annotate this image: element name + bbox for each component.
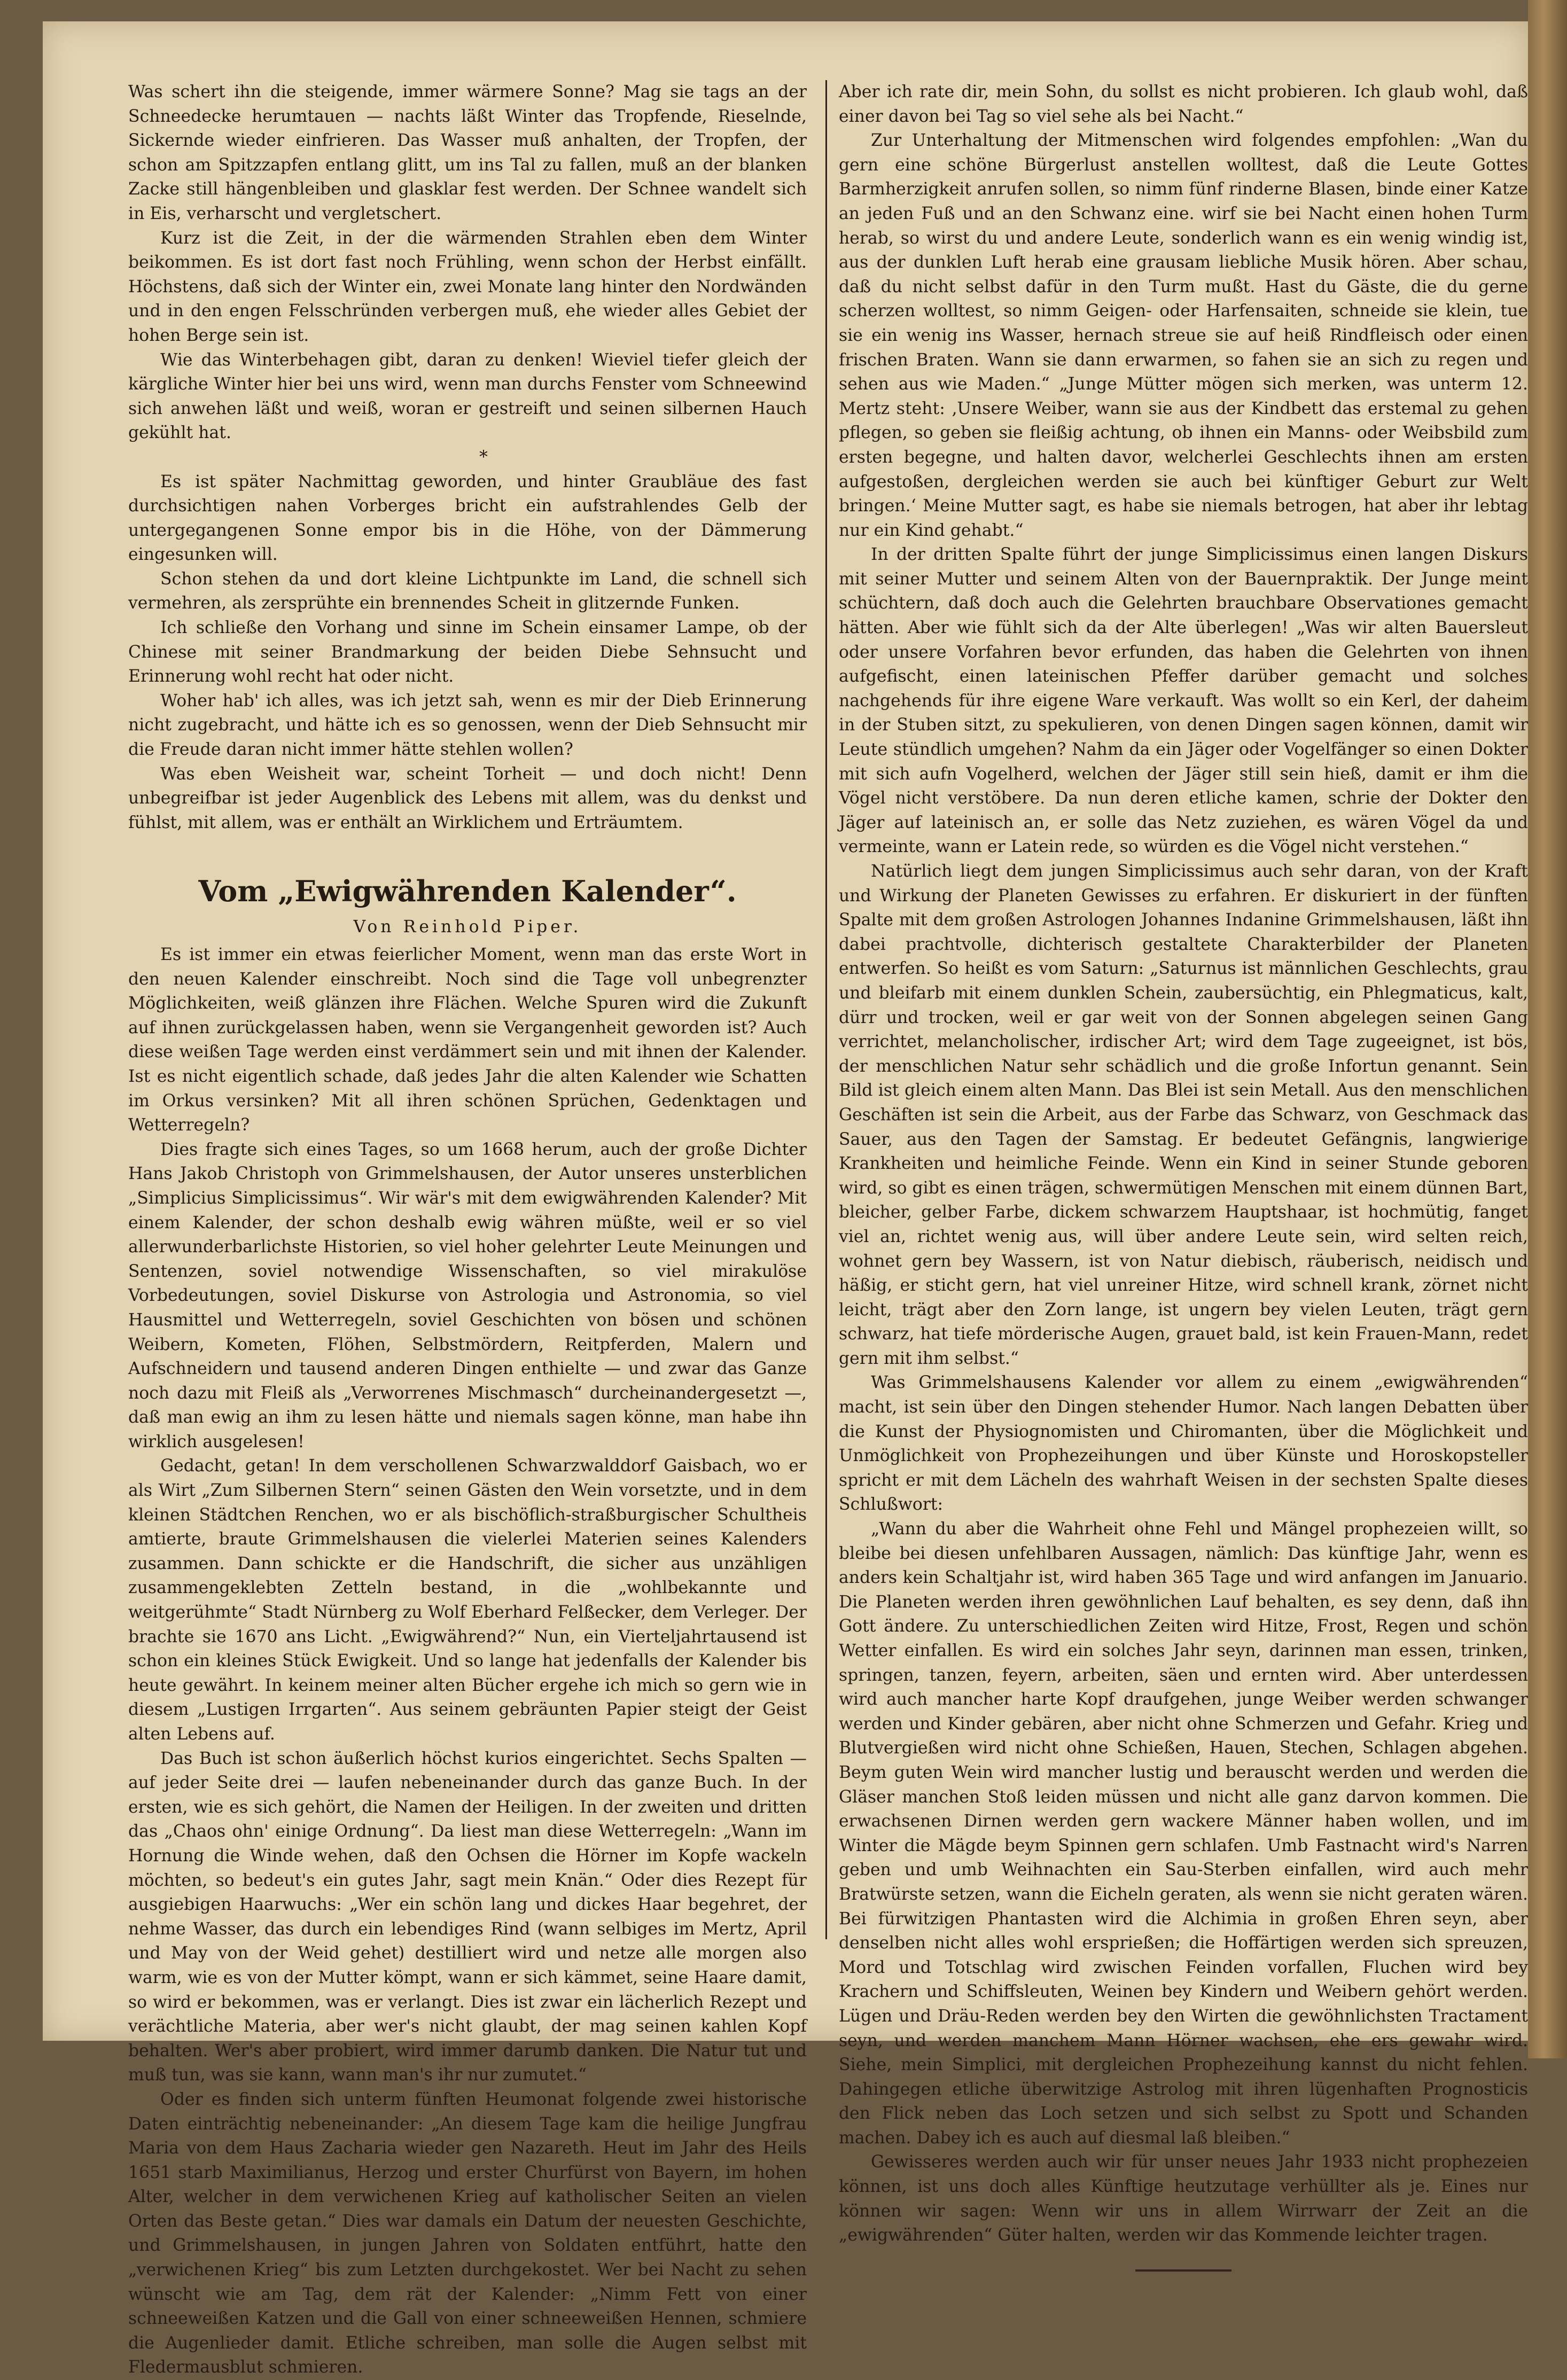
paragraph: Was schert ihn die steigende, immer wärmere Sonne? Mag sie tags an der Schneedecke herumtauen — nachts läßt Winter das Tropfende, Rieselnde, Sickernde wieder einfrieren. Das Wasser muß anhalten, der Tropfen, der schon am Spitzzapfen entlang glitt, um ins Tal zu fallen, muß an der blanken Zacke still hängenbleiben und glasklar fest werden. Der Schnee wandelt sich in Eis, verharscht und vergletschert. [128, 82, 807, 223]
paragraph: Kurz ist die Zeit, in der die wärmenden Strahlen eben dem Winter beikommen. Es ist dort fast noch Frühling, wenn schon der Herbst einfällt. Höchstens, daß sich der Winter ein, zwei Monate lang hinter den Nordwänden und in den engen Felsschründen verbergen muß, ehe wieder alles Gebiet der hohen Berge sein ist. [128, 228, 807, 345]
left-column [128, 80, 807, 2380]
paragraph: Woher hab' ich alles, was ich jetzt sah, wenn es mir der Dieb Erinnerung nicht zugebracht, und hätte ich es so genossen, wenn der Dieb Sehnsucht mir die Freude daran nicht immer hätte stehlen wollen? [128, 691, 807, 760]
paragraph: Schon stehen da und dort kleine Lichtpunkte im Land, die schnell sich vermehren, als zersprühte ein brennendes Scheit in glitzernde Funken. [128, 569, 807, 613]
paragraph: „Wann du aber die Wahrheit ohne Fehl und Mängel prophezeien willt, so bleibe bei diesen unfehlbaren Aussagen, nämlich: Das künftige Jahr, wenn es anders kein Schaltjahr ist, wird haben 365 Tage und wird anfangen im Januario. Die Planeten werden ihren gewöhnlichen Lauf behalten, es sey denn, daß ihn Gott ändere. Zu unterschiedlichen Zeiten wird Hitze, Frost, Regen und schön Wetter einfallen. Es wird ein solches Jahr seyn, darinnen man essen, trinken, springen, tanzen, feyern, arbeiten, säen und ernten wird. Aber unterdessen wird auch mancher harte Kopf draufgehen, junge Weiber werden schwanger werden und Kinder gebären, aber nicht ohne Schmerzen und Gefahr. Krieg und Blutvergießen wird nicht ohne Schießen, Hauen, Stechen, Schlagen abgehen. Beym guten Wein wird mancher lustig und berauscht werden und werden die Gläser manchen Stoß leiden müssen und nicht alle ganz darvon kommen. Die erwachsenen Dirnen werden gern wackere Männer haben wollen, und im Winter die Mägde beym Spinnen gern schlafen. Umb Fastnacht wird's Narren geben und umb Weihnachten ein Sau-Sterben einfallen, wird auch mehr Bratwürste setzen, wann die Eicheln geraten, als wenn sie nicht geraten wären. Bei fürwitzigen Phantasten wird die Alchimia in großen Ehren seyn, aber denselben nicht alles wohl ersprießen; die Hoffärtigen werden sich spreuzen, Mord und Totschlag wird zwischen Feinden vorfallen, Fluchen wird bey Krachern und Schiffsleuten, Weinen bey Kindern und Weibern gehört werden. Lügen und Dräu-Reden werden bey den Wirten die gewöhnlichsten Tractament seyn, und werden manchem Mann Hörner wachsen, ehe ers gewahr wird. Siehe, mein Simplici, mit dergleichen Prophezeihung kannst du nicht fehlen. Dahingegen etliche überwitzige Astrolog mit ihren lügenhaften Prognosticis den Flick neben das Loch setzen und sich selbst zu Spott und Schanden machen. Dabey ich es auch auf diesmal laß bleiben.“ [839, 1519, 1528, 2148]
article-byline: Von Reinhold Piper. [353, 917, 582, 937]
paragraph: Was Grimmelshausens Kalender vor allem zu einem „ewigwährenden“ macht, ist sein über den Dingen stehender Humor. Nach langen Debatten über die Kunst der Physiognomisten und Chiromanten, über die Möglichkeit und Unmöglichkeit von Prophezeihungen und über Künste und Horoskopsteller spricht er mit dem Lächeln des wahrhaft Weisen in der sechsten Spalte dieses Schlußwort: [839, 1373, 1528, 1515]
right-column [839, 80, 1528, 2272]
paragraph: Gedacht, getan! In dem verschollenen Schwarzwalddorf Gaisbach, wo er als Wirt „Zum Silbernen Stern“ seinen Gästen den Wein vorsetzte, und in dem kleinen Städtchen Renchen, wo er als bischöflich-straßburgischer Schultheis amtierte, braute Grimmelshausen die vielerlei Materien seines Kalenders zusammen. Dann schickte er die Handschrift, die sicher aus unzähligen zusammengeklebten Zetteln bestand, in die „wohlbekannte und weitgerühmte“ Stadt Nürnberg zu Wolf Eberhard Felßecker, dem Verleger. Der brachte sie 1670 ans Licht. „Ewigwährend?“ Nun, ein Vierteljahrtausend ist schon ein kleines Stück Ewigkeit. Und so lange hat jedenfalls der Kalender bis heute gewährt. In keinem meiner alten Bücher ergehe ich mich so gern wie in diesem „Lustigen Irrgarten“. Aus seinem gebräunten Papier steigt der Geist alten Lebens auf. [128, 1456, 807, 1744]
paragraph: In der dritten Spalte führt der junge Simplicissimus einen langen Diskurs mit seiner Mutter und seinem Alten von der Bauernpraktik. Der Junge meint schüchtern, daß doch auch die Gelehrten brauchbare Observationes gemacht hätten. Aber wie fühlt sich da der Alte überlegen! „Was wir alten Bauersleut oder unsere Vorfahren bevor erfunden, das haben die Gelehrten von ihnen aufgefischt, einen lateinischen Pfeffer darüber gemacht und solches nachgehends für ihre eigene Ware verkauft. Was wollt so ein Kerl, der daheim in der Stuben sitzt, zu spekulieren, von denen Dingen sagen können, damit wir Leute stündlich umgehen? Nahm da ein Jäger oder Vogelfänger so einen Dokter mit sich aufn Vogelherd, welchen der Jäger still sein hieß, damit er ihm die Vögel nicht verstöbere. Da nun deren etliche kamen, schrie der Dokter den Jäger auf lateinisch an, er solle das Netz zuziehen, es wären Vögel da und vermeinte, wann er Latein rede, so würden es die Vögel nicht verstehen.“ [839, 545, 1528, 857]
paragraph: Aber ich rate dir, mein Sohn, du sollst es nicht probieren. Ich glaub wohl, daß einer davon bei Tag so viel sehe als bei Nacht.“ [839, 82, 1528, 126]
paragraph: Oder es finden sich unterm fünften Heumonat folgende zwei historische Daten einträchtig nebeneinander: „An diesem Tage kam die heilige Jungfrau Maria von dem Haus Zacharia wieder gen Nazareth. Heut im Jahr des Heils 1651 starb Maximilianus, Herzog und erster Churfürst von Bayern, im hohen Alter, welcher in dem verwichenen Krieg auf katholischer Seiten an vielen Orten das Beste getan.“ Dies war damals ein Datum der neuesten Geschichte, und Grimmelshausen, in jungen Jahren von Soldaten entführt, hatte den „verwichenen Krieg“ bis zum Letzten durchgekostet. Wer bei Nacht zu sehen wünscht wie am Tag, dem rät der Kalender: „Nimm Fett von einer schneeweißen Katzen und die Gall von einer schneeweißen Hennen, schmiere die Augenlieder damit. Etliche schreiben, man solle die Augen selbst mit Fledermausblut schmieren. [128, 2089, 807, 2377]
paragraph: Wie das Winterbehagen gibt, daran zu denken! Wieviel tiefer gleich der kärgliche Winter hier bei uns wird, wenn man durchs Fenster vom Schneewind sich anwehen läßt und weiß, woran er gestreift und seinen silbernen Hauch gekühlt hat. [128, 350, 807, 443]
article-end-rule [1135, 2269, 1231, 2272]
paragraph: Dies fragte sich eines Tages, so um 1668 herum, auch der große Dichter Hans Jakob Christoph von Grimmelshausen, der Autor unseres unsterblichen „Simplicius Simplicissimus“. Wir wär's mit dem ewigwährenden Kalender? Mit einem Kalender, der schon deshalb ewig währen müßte, weil er so viel allerwunderbarlichste Historien, so viel hoher gelehrter Leute Meinungen und Sentenzen, soviel notwendige Wissenschaften, so viel mirakulöse Vorbedeutungen, soviel Diskurse von Astrologia und Astronomia, so viel Hausmittel und Wetterregeln, soviel Geschichten von bösen und schönen Weibern, Kometen, Flöhen, Selbstmördern, Reitpferden, Malern und Aufschneidern und tausend anderen Dingen enthielte — und zwar das Ganze noch dazu mit Fleiß als „Verworrenes Mischmasch“ durcheinandergesetzt —, daß man ewig an ihm zu lesen hätte und niemals sagen könne, man habe ihn wirklich ausgelesen! [128, 1140, 807, 1452]
paragraph: Ich schließe den Vorhang und sinne im Schein einsamer Lampe, ob der Chinese mit seiner Brandmarkung der beiden Diebe Sehnsucht und Erinnerung wohl recht hat oder nicht. [128, 618, 807, 686]
book-binding-edge [1528, 0, 1567, 2058]
section-divider-asterisk: * [479, 447, 488, 467]
paragraph: Gewisseres werden auch wir für unser neues Jahr 1933 nicht prophezeien können, ist uns doch alles Künftige heutzutage verhüllter als je. Eines nur können wir sagen: Wenn wir uns in allem Wirrwarr der Zeit an die „ewigwährenden“ Güter halten, werden wir das Kommende leichter tragen. [839, 2152, 1528, 2245]
article-headline: Vom „Ewigwährenden Kalender“. [198, 874, 737, 909]
paragraph: Es ist später Nachmittag geworden, und hinter Graubläue des fast durchsichtigen nahen Vorberges bricht ein aufstrahlendes Gelb der untergegangenen Sonne empor bis in die Höhe, von der Dämmerung eingesunken will. [128, 472, 807, 565]
paragraph: Es ist immer ein etwas feierlicher Moment, wenn man das erste Wort in den neuen Kalender einschreibt. Noch sind die Tage voll unbegrenzter Möglichkeiten, weiß glänzen ihre Flächen. Welche Spuren wird die Zukunft auf ihnen zurückgelassen haben, wenn sie Vergangenheit geworden ist? Auch diese weißen Tage werden einst verdämmert sein und mit ihnen der Kalender. Ist es nicht eigentlich schade, daß jedes Jahr die alten Kalender wie Schatten im Orkus versinken? Mit all ihren schönen Sprüchen, Gedenktagen und Wetterregeln? [128, 945, 807, 1135]
paragraph: Das Buch ist schon äußerlich höchst kurios eingerichtet. Sechs Spalten — auf jeder Seite drei — laufen nebeneinander durch das ganze Buch. In der ersten, wie es sich gehört, die Namen der Heiligen. In der zweiten und dritten das „Chaos ohn' einige Ordnung“. Da liest man diese Wetterregeln: „Wann im Hornung die Winde wehen, daß den Ochsen die Hörner im Kopfe wackeln möchten, so bedeut's ein gutes Jahr, sagt mein Knän.“ Oder dies Rezept für ausgiebigen Haarwuchs: „Wer ein schön lang und dickes Haar begehret, der nehme Wasser, das durch ein lebendiges Rind (wann selbiges im Mertz, April und May von der Weid gehet) destilliert wird und netze alle morgen also warm, wie es von der Mutter kömpt, wann er sich kämmet, seine Haare damit, so wird er bekommen, was er verlangt. Dies ist zwar ein lächerlich Rezept und verächtliche Materia, aber wer's nicht glaubt, der mag seinen kahlen Kopf behalten. Wer's aber probiert, wird immer darumb danken. Die Natur tut und muß tun, was sie kann, wann man's ihr nur zumutet.“ [128, 1749, 807, 2085]
paragraph: Was eben Weisheit war, scheint Torheit — und doch nicht! Denn unbegreifbar ist jeder Augenblick des Lebens mit allem, was du denkst und fühlst, mit allem, was er enthält an Wirklichem und Erträumtem. [128, 764, 807, 832]
paragraph: Natürlich liegt dem jungen Simplicissimus auch sehr daran, von der Kraft und Wirkung der Planeten Gewisses zu erfahren. Er diskuriert in der fünften Spalte mit dem großen Astrologen Johannes Indanine Grimmelshausen, läßt ihn dabei prachtvolle, dichterisch gestaltete Charakterbilder der Planeten entwerfen. So heißt es vom Saturn: „Saturnus ist männlichen Geschlechts, grau und bleifarb mit einem dunklen Schein, zaubersüchtig, ein Phlegmaticus, kalt, dürr und trocken, weil er gar weit von der Sonnen abgelegen seinen Gang verrichtet, melancholischer, irdischer Art; wird dem Tage zugeeignet, ist bös, der menschlichen Natur sehr schädlich und die große Infortun genannt. Sein Bild ist gleich einem alten Mann. Das Blei ist sein Metall. Aus den menschlichen Geschäften ist sein die Arbeit, aus der Farbe das Schwarz, von Geschmack das Sauer, aus den Tagen der Samstag. Er bedeutet Gefängnis, langwierige Krankheiten und heimliche Feinde. Wenn ein Kind in seiner Stunde geboren wird, so gibt es einen trägen, schwermütigen Menschen mit einem dünnen Bart, bleicher, gelber Farbe, dickem schwarzem Hauptshaar, ist hochmütig, fanget viel an, richtet wenig aus, will über andere Leute sein, wird selten reich, wohnet gern bey Wassern, ist von Natur diebisch, räuberisch, neidisch und häßig, er sticht gern, hat viel unreiner Hitze, wird schnell krank, zörnet nicht leicht, trägt aber den Zorn lange, ist ungern bey vielen Leuten, trägt gern schwarz, hat tiefe mörderische Augen, grauet bald, ist kein Frauen-Mann, redet gern mit ihm selbst.“ [839, 862, 1528, 1368]
column-divider [825, 80, 827, 1939]
paragraph: Zur Unterhaltung der Mitmenschen wird folgendes empfohlen: „Wan du gern eine schöne Bürgerlust anstellen wolltest, daß die Leute Gottes Barmherzigkeit anrufen sollen, so nimm fünf rinderne Blasen, binde einer Katze an jeden Fuß und an den Schwanz eine. wirf sie bei Nacht einen hohen Turm herab, so wirst du und andere Leute, sonderlich wann es ein wenig windig ist, aus der dunklen Luft herab eine grausam liebliche Musik hören. Aber schau, daß du nicht selbst dafür in den Turm mußt. Hast du Gäste, die du gerne scherzen wolltest, so nimm Geigen- oder Harfensaiten, schneide sie klein, tue sie ein wenig ins Wasser, hernach streue sie auf heiß Rindfleisch oder einen frischen Braten. Wann sie dann erwarmen, so fahen sie an sich zu regen und sehen aus wie Maden.“ „Junge Mütter mögen sich merken, was unterm 12. Mertz steht: ‚Unsere Weiber, wann sie aus der Kindbett das erstemal zu gehen pflegen, so geben sie fleißig achtung, ob ihnen ein Manns- oder Weibsbild zum ersten begegne, und halten davor, welcherlei Geschlechts ihnen am ersten aufgestoßen, dergleichen werden sie auch bei künftiger Geburt zur Welt bringen.‘ Meine Mutter sagt, es habe sie niemals betrogen, hat aber ihr lebtag nur ein Kind gehabt.“ [839, 131, 1528, 540]
